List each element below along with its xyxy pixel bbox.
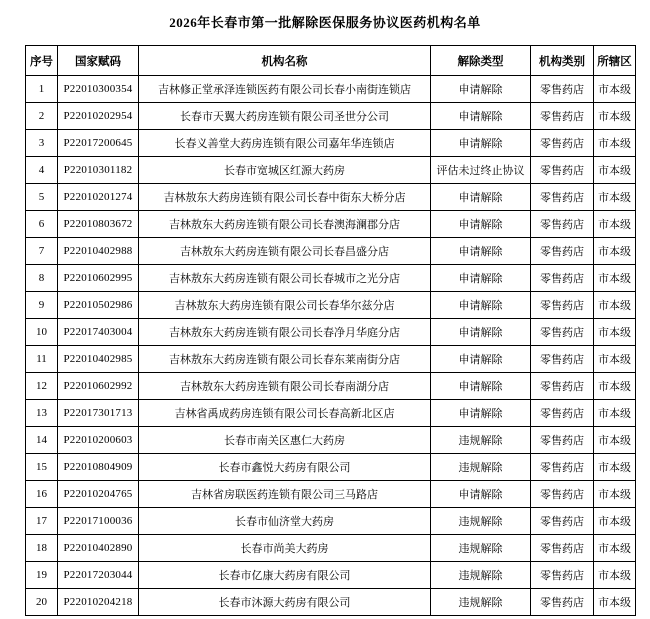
cell-district: 市本级 [594,535,636,562]
cell-district: 市本级 [594,400,636,427]
table-row [26,427,636,454]
table-row [26,562,636,589]
cell-code: P22010300354 [58,76,139,103]
cell-name: 长春义善堂大药房连锁有限公司嘉年华连锁店 [139,130,431,157]
cell-name: 长春市亿康大药房有限公司 [139,562,431,589]
column-header-name: 机构名称 [139,46,431,76]
cell-type: 申请解除 [431,130,531,157]
cell-type: 申请解除 [431,292,531,319]
cell-category: 零售药店 [531,346,594,373]
cell-category: 零售药店 [531,265,594,292]
cell-name: 长春市宽城区红源大药房 [139,157,431,184]
table-row [26,373,636,400]
cell-code: P22010200603 [58,427,139,454]
cell-code: P22010201274 [58,184,139,211]
cell-index: 5 [26,184,58,211]
cell-name: 长春市仙济堂大药房 [139,508,431,535]
cell-code: P22017403004 [58,319,139,346]
cell-code: P22010803672 [58,211,139,238]
cell-index: 20 [26,589,58,616]
cell-name: 长春市鑫悦大药房有限公司 [139,454,431,481]
cell-code: P22017200645 [58,130,139,157]
table-row [26,346,636,373]
table-header-row [26,46,636,76]
cell-type: 申请解除 [431,373,531,400]
table-row [26,211,636,238]
cell-code: P22010204765 [58,481,139,508]
cell-district: 市本级 [594,76,636,103]
cell-code: P22017301713 [58,400,139,427]
table-row [26,76,636,103]
cell-index: 13 [26,400,58,427]
cell-district: 市本级 [594,562,636,589]
cell-district: 市本级 [594,427,636,454]
cell-index: 8 [26,265,58,292]
cell-name: 吉林敖东大药房连锁有限公司长春中街东大桥分店 [139,184,431,211]
cell-district: 市本级 [594,589,636,616]
cell-category: 零售药店 [531,535,594,562]
cell-type: 违规解除 [431,454,531,481]
cell-name: 吉林敖东大药房连锁有限公司长春南湖分店 [139,373,431,400]
table-row [26,400,636,427]
cell-code: P22010602992 [58,373,139,400]
cell-category: 零售药店 [531,454,594,481]
cell-category: 零售药店 [531,319,594,346]
cell-name: 长春市沐源大药房有限公司 [139,589,431,616]
cell-index: 11 [26,346,58,373]
table-row [26,454,636,481]
cell-code: P22010202954 [58,103,139,130]
cell-district: 市本级 [594,508,636,535]
cell-code: P22010602995 [58,265,139,292]
cell-district: 市本级 [594,130,636,157]
table-row [26,319,636,346]
cell-code: P22010402890 [58,535,139,562]
cell-type: 申请解除 [431,481,531,508]
cell-category: 零售药店 [531,130,594,157]
cell-index: 7 [26,238,58,265]
cell-code: P22010804909 [58,454,139,481]
table-row [26,157,636,184]
cell-name: 吉林敖东大药房连锁有限公司长春净月华庭分店 [139,319,431,346]
table-row [26,238,636,265]
cell-index: 18 [26,535,58,562]
cell-category: 零售药店 [531,238,594,265]
cell-code: P22017203044 [58,562,139,589]
cell-index: 1 [26,76,58,103]
table-row [26,130,636,157]
cell-code: P22010402988 [58,238,139,265]
cell-type: 申请解除 [431,265,531,292]
cell-category: 零售药店 [531,373,594,400]
cell-index: 19 [26,562,58,589]
cell-index: 16 [26,481,58,508]
page-title: 2026年长春市第一批解除医保服务协议医药机构名单 [169,15,481,30]
cell-category: 零售药店 [531,292,594,319]
cell-category: 零售药店 [531,157,594,184]
cell-type: 违规解除 [431,589,531,616]
cell-type: 申请解除 [431,319,531,346]
table-row [26,508,636,535]
cell-index: 10 [26,319,58,346]
table-row [26,481,636,508]
institutions-table [25,45,636,616]
cell-type: 申请解除 [431,346,531,373]
cell-name: 长春市尚美大药房 [139,535,431,562]
cell-district: 市本级 [594,103,636,130]
cell-name: 吉林敖东大药房连锁有限公司长春东莱南街分店 [139,346,431,373]
cell-category: 零售药店 [531,562,594,589]
cell-category: 零售药店 [531,76,594,103]
cell-type: 申请解除 [431,400,531,427]
cell-type: 申请解除 [431,103,531,130]
cell-name: 吉林敖东大药房连锁有限公司长春城市之光分店 [139,265,431,292]
cell-index: 6 [26,211,58,238]
column-header-district: 所辖区 [594,46,636,76]
table-row [26,589,636,616]
cell-index: 12 [26,373,58,400]
cell-code: P22017100036 [58,508,139,535]
cell-district: 市本级 [594,481,636,508]
cell-district: 市本级 [594,454,636,481]
cell-district: 市本级 [594,319,636,346]
cell-district: 市本级 [594,373,636,400]
cell-type: 申请解除 [431,184,531,211]
cell-category: 零售药店 [531,508,594,535]
table-body [26,76,636,616]
table-head [26,46,636,76]
cell-index: 9 [26,292,58,319]
cell-code: P22010502986 [58,292,139,319]
cell-name: 吉林修正堂承泽连锁医药有限公司长春小南街连锁店 [139,76,431,103]
cell-name: 吉林省禹成药房连锁有限公司长春高新北区店 [139,400,431,427]
cell-name: 长春市南关区惠仁大药房 [139,427,431,454]
cell-name: 吉林敖东大药房连锁有限公司长春澳海澜郡分店 [139,211,431,238]
cell-district: 市本级 [594,346,636,373]
column-header-type: 解除类型 [431,46,531,76]
cell-index: 15 [26,454,58,481]
cell-name: 吉林敖东大药房连锁有限公司长春昌盛分店 [139,238,431,265]
cell-district: 市本级 [594,292,636,319]
cell-index: 3 [26,130,58,157]
cell-type: 申请解除 [431,238,531,265]
cell-name: 吉林省房联医药连锁有限公司三马路店 [139,481,431,508]
cell-code: P22010301182 [58,157,139,184]
cell-type: 申请解除 [431,76,531,103]
cell-category: 零售药店 [531,481,594,508]
table-row [26,265,636,292]
cell-type: 违规解除 [431,535,531,562]
cell-index: 17 [26,508,58,535]
cell-category: 零售药店 [531,184,594,211]
cell-type: 违规解除 [431,562,531,589]
cell-type: 评估未过终止协议 [431,157,531,184]
cell-name: 长春市天翼大药房连锁有限公司圣世分公司 [139,103,431,130]
cell-code: P22010204218 [58,589,139,616]
cell-type: 申请解除 [431,211,531,238]
cell-category: 零售药店 [531,400,594,427]
table-row [26,535,636,562]
cell-index: 4 [26,157,58,184]
cell-category: 零售药店 [531,427,594,454]
cell-category: 零售药店 [531,211,594,238]
cell-district: 市本级 [594,265,636,292]
cell-district: 市本级 [594,157,636,184]
cell-district: 市本级 [594,238,636,265]
column-header-index: 序号 [26,46,58,76]
table-row [26,292,636,319]
cell-category: 零售药店 [531,103,594,130]
column-header-category: 机构类别 [531,46,594,76]
cell-type: 违规解除 [431,508,531,535]
cell-code: P22010402985 [58,346,139,373]
cell-index: 14 [26,427,58,454]
cell-name: 吉林敖东大药房连锁有限公司长春华尔兹分店 [139,292,431,319]
table-row [26,184,636,211]
cell-district: 市本级 [594,211,636,238]
cell-district: 市本级 [594,184,636,211]
cell-type: 违规解除 [431,427,531,454]
column-header-code: 国家赋码 [58,46,139,76]
cell-category: 零售药店 [531,589,594,616]
cell-index: 2 [26,103,58,130]
table-row [26,103,636,130]
